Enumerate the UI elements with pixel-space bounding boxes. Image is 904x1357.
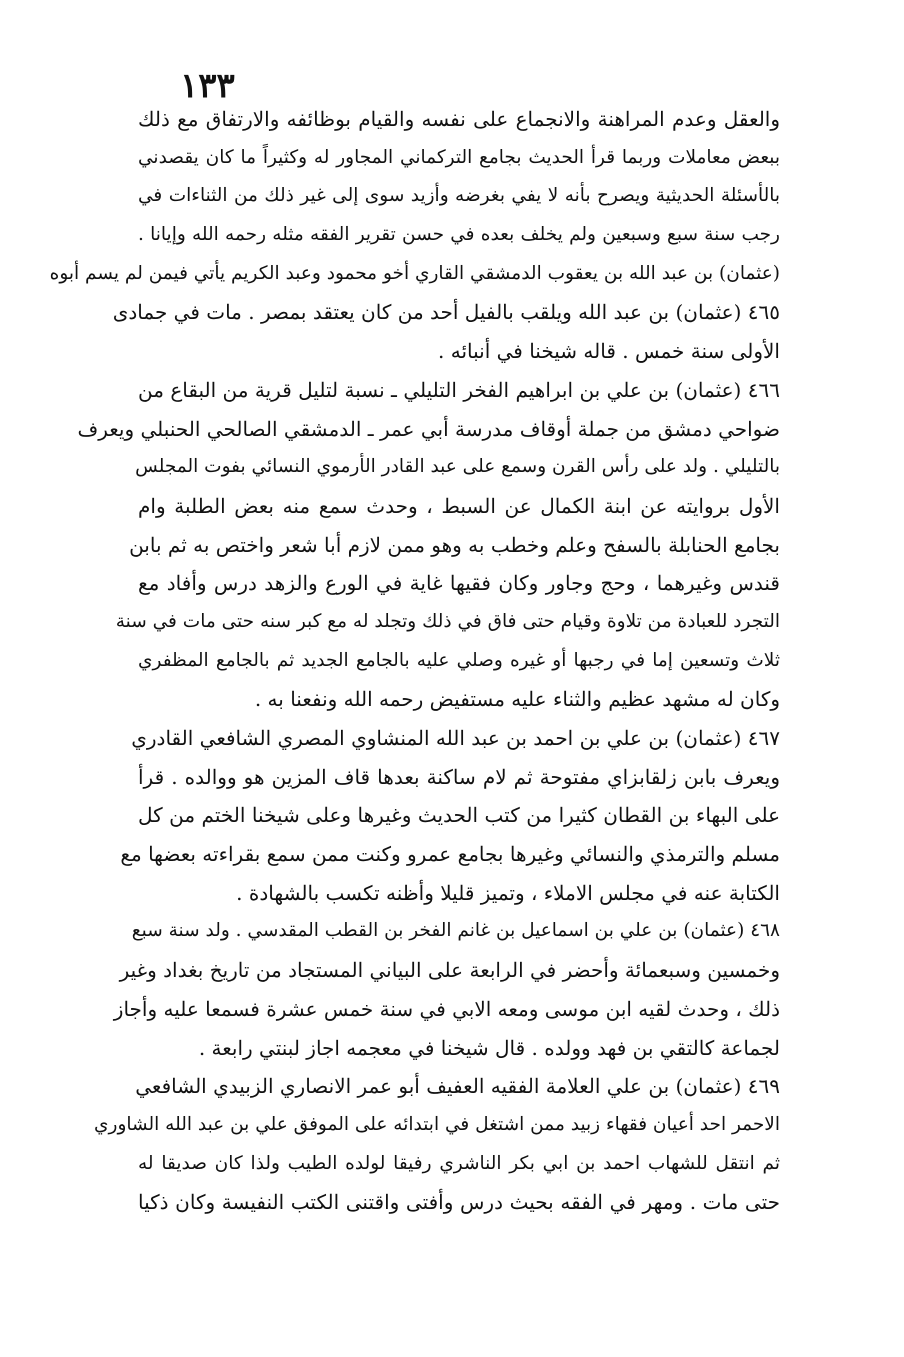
- text-line: قندس وغيرهما ، وحج وجاور وكان فقيها غاية في الورع والزهد درس وأفاد مع: [138, 571, 780, 596]
- text-line: ذلك ، وحدث لقيه ابن موسى ومعه الابي في سنة خمس عشرة فسمعا عليه وأجاز: [113, 996, 780, 1021]
- text-line: ٤٦٧ (عثمان) بن علي بن احمد بن عبد الله المنشاوي المصري الشافعي القادري: [131, 726, 780, 750]
- text-line: بالأسئلة الحديثية ويصرح بأنه لا يفي بغرضه وأزيد سوى إلى غير ذلك من الثناءات في: [138, 185, 780, 207]
- text-line: التجرد للعبادة من تلاوة وقيام حتى فاق في ذلك وتجلد له مع كبر سنه حتى مات في سنة: [115, 610, 780, 632]
- text-line: (عثمان) بن عبد الله بن يعقوب الدمشقي القاري أخو محمود وعبد الكريم يأتي فيمن لم يسم أبوه: [49, 262, 780, 284]
- text-line: ببعض معاملات وربما قرأ الحديث بجامع التركماني المجاور له وكثيراً ما كان يقصدني: [138, 146, 780, 168]
- text-line: ثلاث وتسعين إما في رجبها أو غيره وصلي عليه بالجامع الجديد ثم بالجامع المظفري: [138, 649, 780, 671]
- text-line: على البهاء بن القطان كثيرا من كتب الحديث وغيرها وعلى شيخنا الختم من كل: [138, 803, 780, 828]
- text-line: الأول بروايته عن ابنة الكمال عن السبط ، وحدث سمع منه بعض الطلبة وام: [138, 493, 780, 518]
- page-number: ١٣٣: [180, 66, 235, 106]
- text-line: ضواحي دمشق من جملة أوقاف مدرسة أبي عمر ـ الدمشقي الصالحي الحنبلي ويعرف: [77, 416, 780, 441]
- text-line: لجماعة كالتقي بن فهد وولده . قال شيخنا في معجمه اجاز لبنتي رابعة .: [198, 1035, 780, 1060]
- text-line: ٤٦٩ (عثمان) بن علي العلامة الفقيه العفيف أبو عمر الانصاري الزبيدي الشافعي: [135, 1074, 780, 1099]
- text-line: والعقل وعدم المراهنة والانجماع على نفسه والقيام بوظائفه والارتفاق مع ذلك: [138, 107, 781, 131]
- text-line: بجامع الحنابلة بالسفح وعلم وخطب به وهو ممن لازم أبا شعر واختص به ثم بابن: [129, 532, 780, 557]
- text-line: ٤٦٨ (عثمان) بن علي بن اسماعيل بن غانم الفخر بن القطب المقدسي . ولد سنة سبع: [131, 920, 780, 942]
- text-line: بالتليلي . ولد على رأس القرن وسمع على عبد القادر الأرموي النسائي بفوت المجلس: [135, 456, 780, 478]
- text-line: ويعرف بابن زلقابزاي مفتوحة ثم لام ساكنة بعدها قاف المزين هو ووالده . قرأ: [138, 764, 780, 789]
- text-line: الأولى سنة خمس . قاله شيخنا في أنبائه .: [438, 339, 780, 364]
- text-line: حتى مات . ومهر في الفقه بحيث درس وأفتى واقتنى الكتب النفيسة وكان ذكيا: [138, 1190, 780, 1215]
- text-line: وخمسين وسبعمائة وأحضر في الرابعة على البياني المستجاد من تاريخ بغداد وغير: [119, 958, 780, 983]
- text-line: ٤٦٦ (عثمان) بن علي بن ابراهيم الفخر التليلي ـ نسبة لتليل قرية من البقاع من: [138, 377, 780, 402]
- text-line: وكان له مشهد عظيم والثناء عليه مستفيض رحمه الله ونفعنا به .: [254, 687, 780, 712]
- text-line: مسلم والترمذي والنسائي وغيرها بجامع عمرو وكنت ممن سمع بقراءته بعضها مع: [120, 842, 780, 867]
- text-line: الكتابة عنه في مجلس الاملاء ، وتميز قليلا وأظنه تكسب بالشهادة .: [236, 880, 780, 905]
- text-line: رجب سنة سبع وسبعين ولم يخلف بعده في حسن تقرير الفقه مثله رحمه الله وإيانا .: [138, 224, 780, 246]
- text-body: [49, 100, 781, 1222]
- text-line: الاحمر احد أعيان فقهاء زبيد ممن اشتغل في ابتدائه على الموفق علي بن عبد الله الشاوري: [94, 1113, 780, 1135]
- text-line: ثم انتقل للشهاب احمد بن ابي بكر الناشري رفيقا لولده الطيب ولذا كان صديقا له: [138, 1152, 780, 1174]
- text-line: ٤٦٥ (عثمان) بن عبد الله ويلقب بالفيل أحد من كان يعتقد بمصر . مات في جمادى: [112, 300, 780, 325]
